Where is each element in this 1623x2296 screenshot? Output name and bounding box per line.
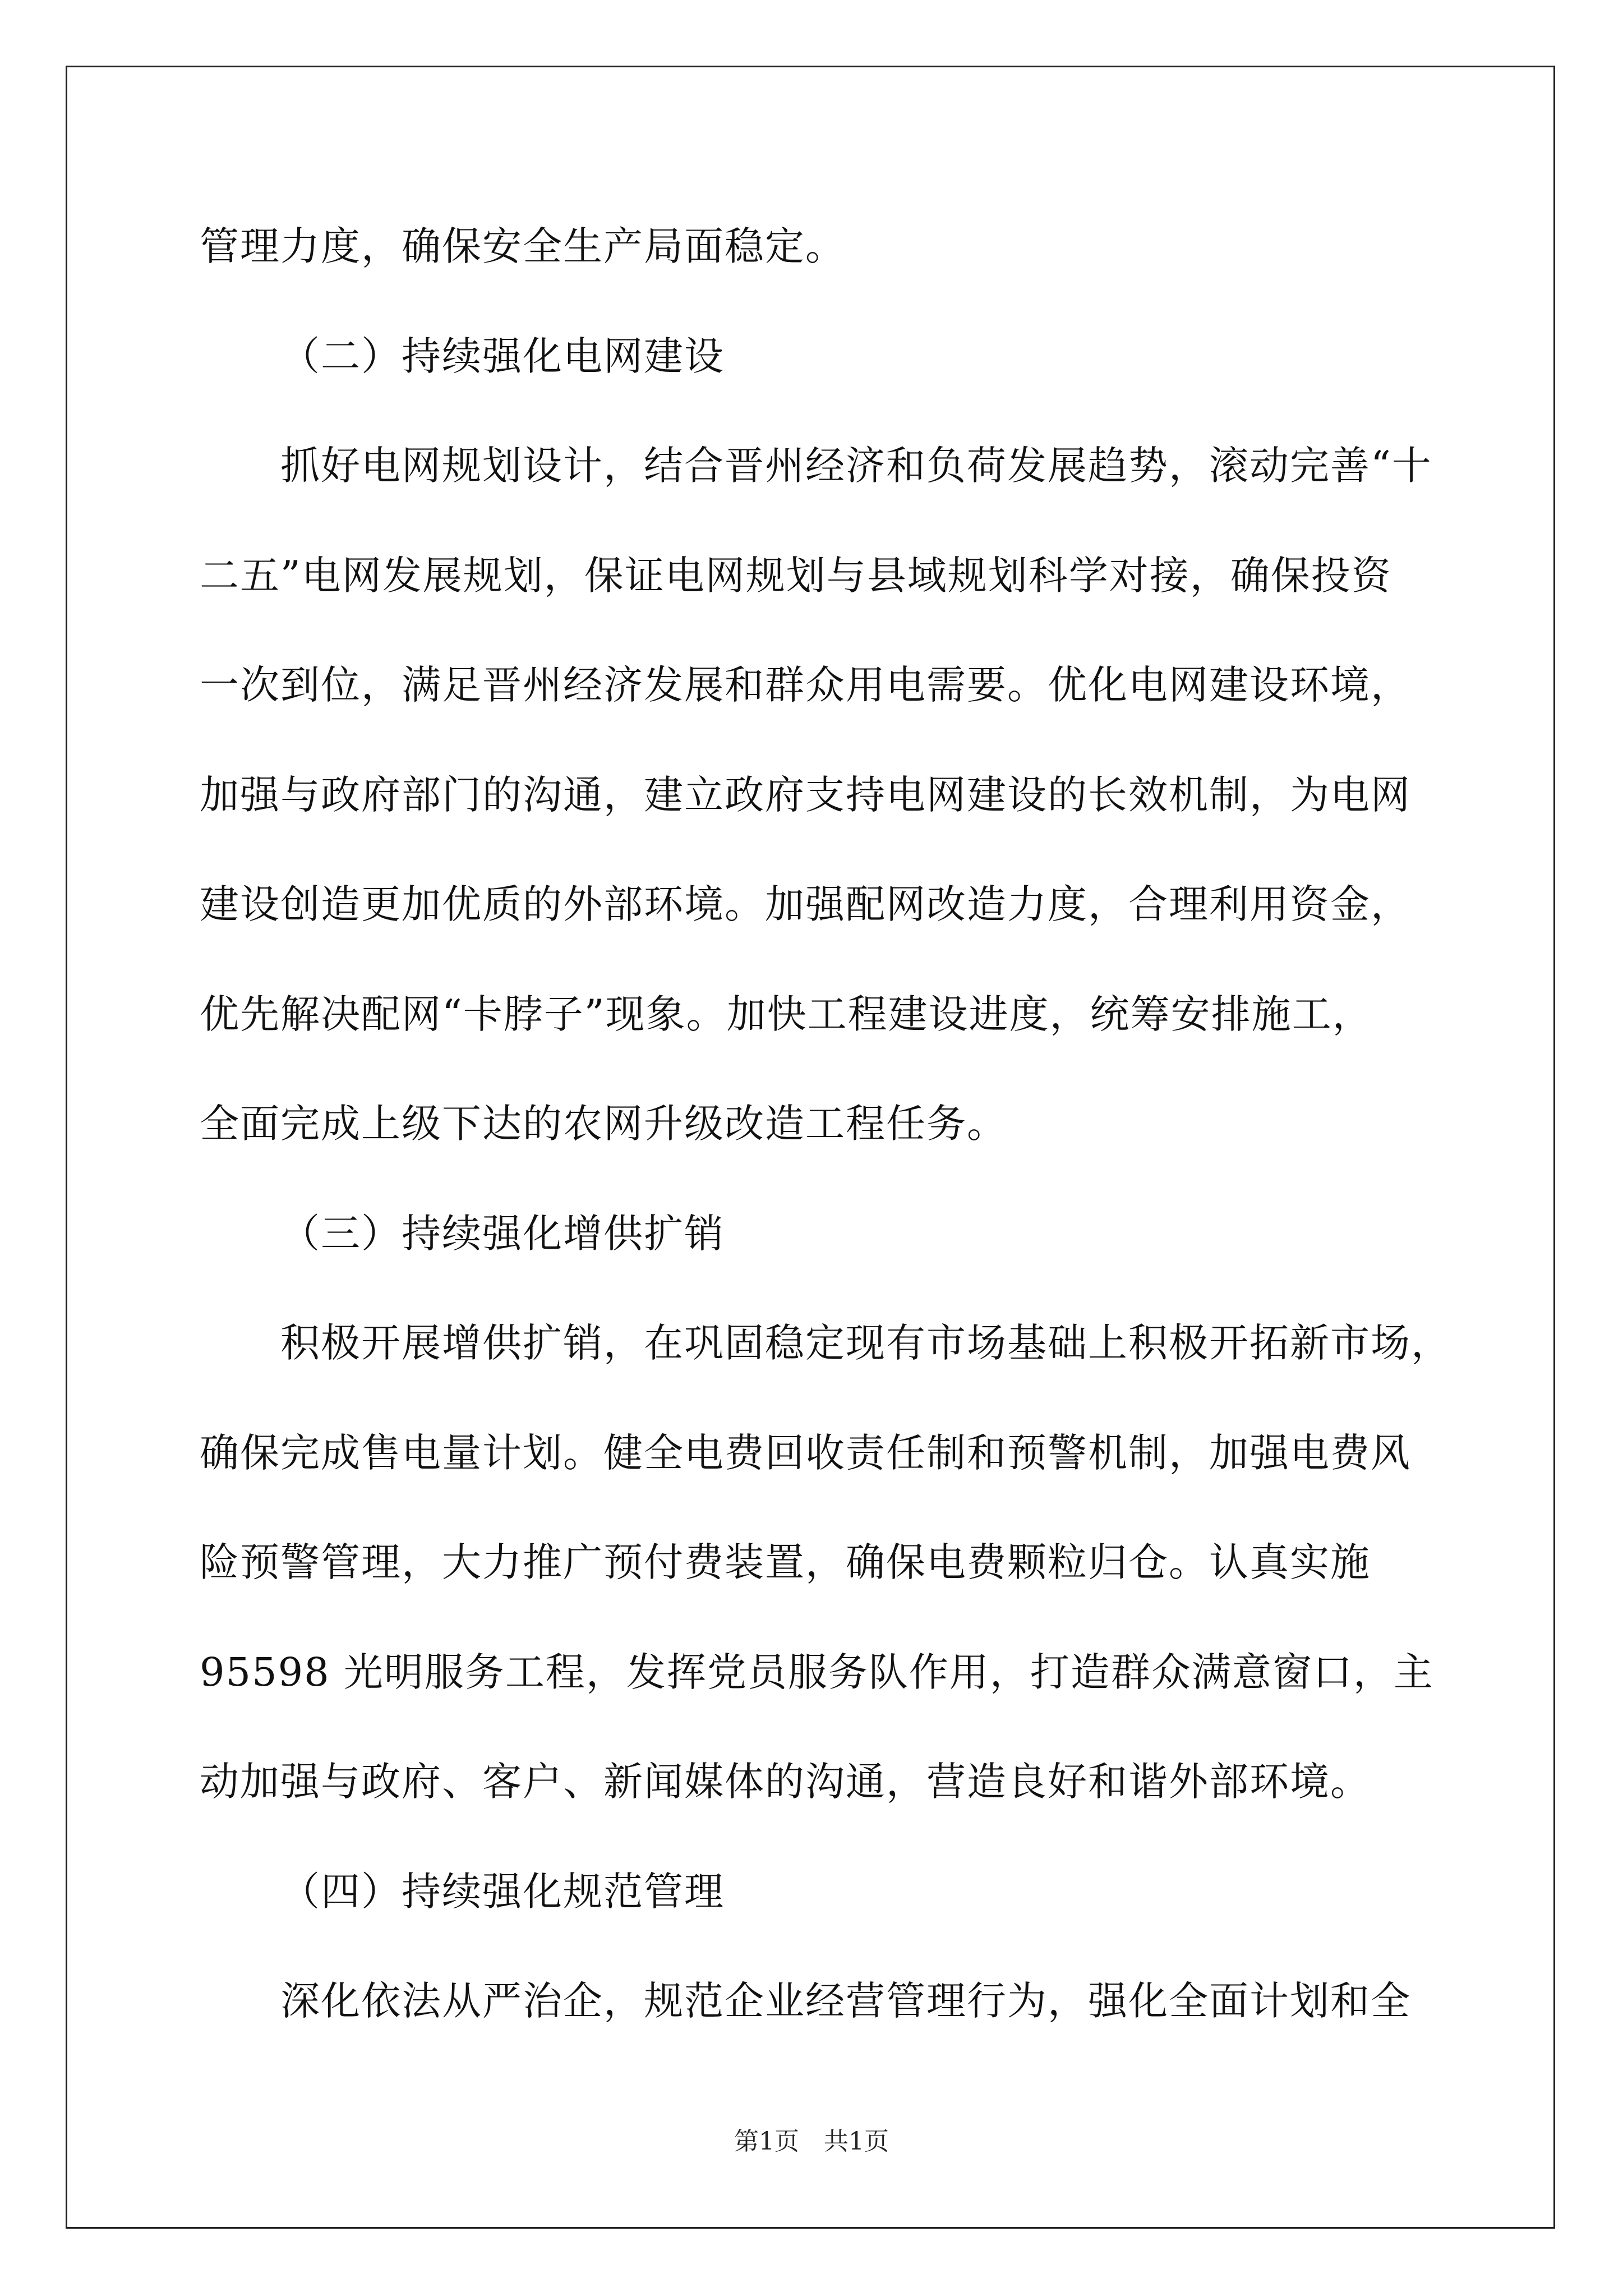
body-line: 深化依法从严治企，规范企业经营管理行为，强化全面计划和全 (280, 1978, 1411, 2024)
page-footer: 第1页 共1页 (734, 2127, 889, 2156)
body-line: 确保完成售电量计划。健全电费回收责任制和预警机制，加强电费风 (200, 1430, 1411, 1476)
body-line: 加强与政府部门的沟通，建立政府支持电网建设的长效机制，为电网 (200, 772, 1411, 818)
body-line: 抓好电网规划设计，结合晋州经济和负荷发展趋势，滚动完善“十 (280, 443, 1432, 489)
body-line: 优先解决配网“卡脖子”现象。加快工程建设进度，统筹安排施工， (200, 991, 1373, 1037)
body-line: 一次到位，满足晋州经济发展和群众用电需要。优化电网建设环境， (200, 662, 1411, 708)
body-line: 95598 光明服务工程，发挥党员服务队作用，打造群众满意窗口，主 (200, 1649, 1434, 1695)
body-line: 建设创造更加优质的外部环境。加强配网改造力度，合理利用资金， (200, 881, 1411, 927)
body-line: 险预警管理，大力推广预付费装置，确保电费颗粒归仓。认真实施 (200, 1539, 1371, 1585)
body-line: 全面完成上级下达的农网升级改造工程任务。 (200, 1101, 1007, 1147)
body-line: 二五”电网发展规划，保证电网规划与县域规划科学对接，确保投资 (200, 553, 1392, 599)
section-heading-3: （三）持续强化增供扩销 (280, 1211, 725, 1257)
body-line: 管理力度，确保安全生产局面稳定。 (200, 223, 846, 269)
body-line: 积极开展增供扩销，在巩固稳定现有市场基础上积极开拓新市场， (280, 1320, 1451, 1366)
section-heading-4: （四）持续强化规范管理 (280, 1869, 725, 1915)
section-heading-2: （二）持续强化电网建设 (280, 333, 725, 379)
body-line: 动加强与政府、客户、新闻媒体的沟通，营造良好和谐外部环境。 (200, 1759, 1371, 1805)
